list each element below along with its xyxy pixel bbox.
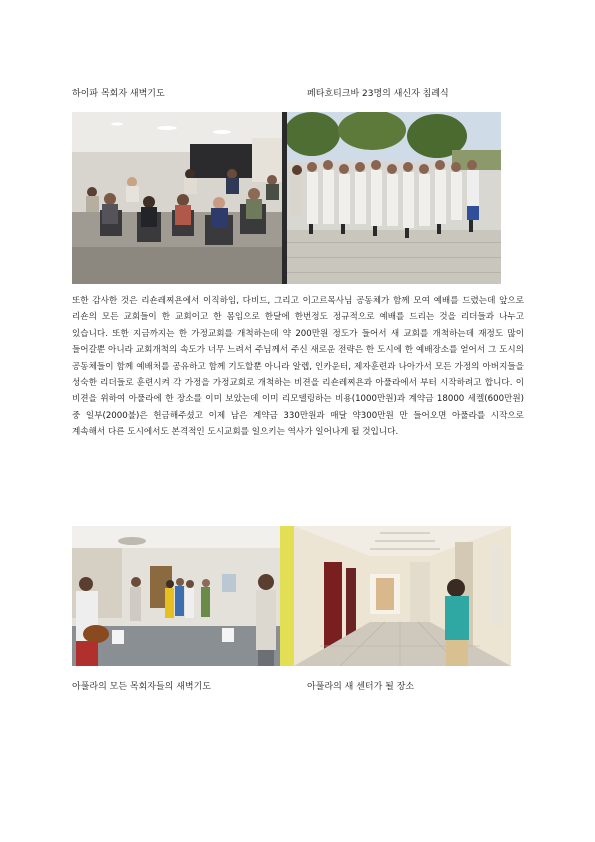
caption-afula-pastors-prayer: 아풀라의 모든 목회자들의 새벽기도 — [72, 682, 211, 692]
photo-afula-pastors-prayer — [72, 526, 280, 666]
caption-haifa-prayer: 하이파 목회자 새벽기도 — [72, 89, 165, 99]
caption-afula-new-center: 아풀라의 새 센터가 될 장소 — [307, 682, 415, 692]
photo-haifa-prayer-meeting — [72, 112, 287, 284]
photo-petah-tikva-baptism — [287, 112, 501, 284]
caption-baptism: 페타흐티크바 23명의 새신자 침례식 — [307, 89, 449, 99]
photo-afula-new-center — [280, 526, 511, 666]
body-paragraph: 또한 감사한 것은 리숀레찌욘에서 이직하임, 다비드, 그리고 이고르목사님 공동체가 함께 모여 예배를 드렸는데 앞으로 리숀의 모든 교회들이 한 교회이고 한 몸임으로 한달에 한번정도 정규적으로 예배를 드리는 것을 리더들과 나누고 있습니다. 또한 지금까지는 한 가정교회를 개척하는데 약 200만원 정도가 들어서 새 교회를 개척하는데 재정도 많이 들어갈뿐 아니라 교회개척의 속도가 너무 느려서 주님께서 주신 새로운 전략은 한 도시에 한 예배장소를 얻어서 그 도시의 공동체들이 함께 예배처를 공유하고 함께 기도할뿐 아니라 알렙, 인카운터, 제자훈련과 나아가서 모든 가정의 아버지들을 성숙한 리더들로 훈련시켜 각 가정을 가정교회로 개척하는 비젼을 리숀레찌욘과 아풀라에서 부터 시작하려고 합니다. 이 비젼을 위하여 아풀라에 한 장소를 이미 보았는데 이미 리모델링하는 비용(1000만원)과 계약금 18000 세켈(600만원)중 일부(2000불)은 헌금해주셨고 이제 남은 계약금 330만원과 매달 약300만원 만 들어오면 아풀라를 시작으로 계속해서 다른 도시에서도 본격적인 도시교회를 일으키는 역사가 일어나게 될 것입니다. — [72, 296, 524, 438]
